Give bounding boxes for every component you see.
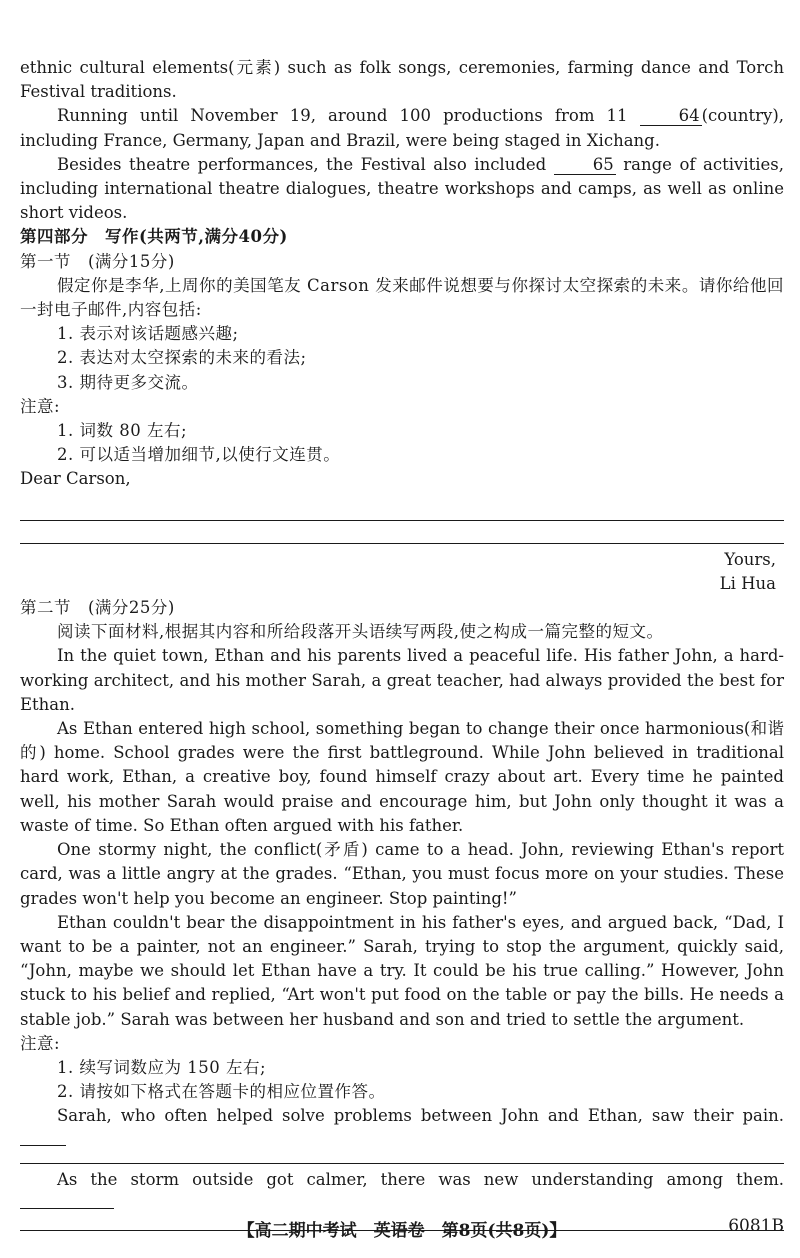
part4-title: 第四部分 写作(共两节,满分40分) [20, 227, 288, 247]
page-footer [20, 1216, 784, 1242]
section1-note: 2. 可以适当增加细节,以使行文连贯。 [57, 445, 341, 465]
continuation-blank[interactable] [20, 1129, 66, 1146]
section1-item: 3. 期待更多交流。 [57, 372, 199, 392]
note-label: 注意: [20, 396, 61, 416]
story-paragraph: As Ethan entered high school, something began to change their once harmonious(和谐的) home. School grades were the first battleground. While John believed in traditional hard work, Ethan, a creative boy, found himself crazy about art. Every time he painted well, his mother Sarah would praise and encourage him, but John only thought it was a waste of time. So Ethan often argued with his father. [20, 719, 784, 835]
continuation-start-2 [20, 1168, 784, 1216]
section1-note: 1. 词数 80 左右; [57, 421, 188, 441]
footer-label: 【高二期中考试 英语卷 第8页(共8页)】 [237, 1221, 567, 1241]
continuation-text: As the storm outside got calmer, there was new understanding among them. [57, 1169, 784, 1189]
signature: Li Hua [719, 573, 776, 593]
continuation-start-1 [20, 1104, 784, 1152]
story-paragraph: One stormy night, the conflict(矛盾) came to a head. John, reviewing Ethan's report card, was a little angry at the grades. “Ethan, you must focus more on your studies. These grades won't help you become an engineer. Stop painting!” [20, 840, 784, 908]
cloze-paragraph-65 [20, 153, 784, 226]
cloze-text: Besides theatre performances, the Festival also included [57, 154, 547, 174]
paper-code: 6081B [728, 1216, 784, 1236]
salutation: Dear Carson, [20, 469, 131, 489]
section1-title: 第一节 (满分15分) [20, 251, 175, 271]
blank-64[interactable]: 64 [640, 107, 702, 126]
section1-item: 2. 表达对太空探索的未来的看法; [57, 348, 307, 368]
blank-65[interactable]: 65 [554, 156, 616, 175]
note-label: 注意: [20, 1033, 61, 1053]
continuation-blank[interactable] [20, 1192, 114, 1209]
closing: Yours, [724, 549, 776, 569]
story-paragraph: Ethan couldn't bear the disappointment in his father's eyes, and argued back, “Dad, I want to be a painter, not an engineer.” Sarah, trying to stop the argument, quickly said, “John, maybe we should let Ethan have a try. It could be his true calling.” However, John stuck to his belief and replied, “Art won't put food on the table or pay the bills. He needs a stable job.” Sarah was between her husband and son and tried to settle the argument. [20, 912, 784, 1029]
continuation-text: Sarah, who often helped solve problems between John and Ethan, saw their pain. [57, 1106, 784, 1126]
section1-item: 1. 表示对该话题感兴趣; [57, 324, 239, 344]
exam-page [20, 56, 784, 1231]
cloze-continuation: ethnic cultural elements(元素) such as folk songs, ceremonies, farming dance and Torch Festival traditions. [20, 58, 784, 102]
section2-instruction: 阅读下面材料,根据其内容和所给段落开头语续写两段,使之构成一篇完整的短文。 [57, 622, 664, 642]
cloze-text: Running until November 19, around 100 productions from 11 [57, 106, 628, 126]
cloze-paragraph-64 [20, 104, 784, 152]
cloze-text: range of activities, including international theatre dialogues, theatre workshops and camps, as well as online short videos. [20, 154, 784, 223]
section2-title: 第二节 (满分25分) [20, 598, 175, 618]
story-paragraph: In the quiet town, Ethan and his parents lived a peaceful life. His father John, a hard-working architect, and his mother Sarah, a great teacher, had always provided the best for Ethan. [20, 646, 784, 714]
section2-note: 1. 续写词数应为 150 左右; [57, 1057, 267, 1077]
section2-note: 2. 请按如下格式在答题卡的相应位置作答。 [57, 1082, 386, 1102]
cloze-text: (country), including France, Germany, Japan and Brazil, were being staged in Xichang. [20, 106, 784, 150]
section1-prompt: 假定你是李华,上周你的美国笔友 Carson 发来邮件说想要与你探讨太空探索的未来。请你给他回一封电子邮件,内容包括: [20, 275, 784, 320]
